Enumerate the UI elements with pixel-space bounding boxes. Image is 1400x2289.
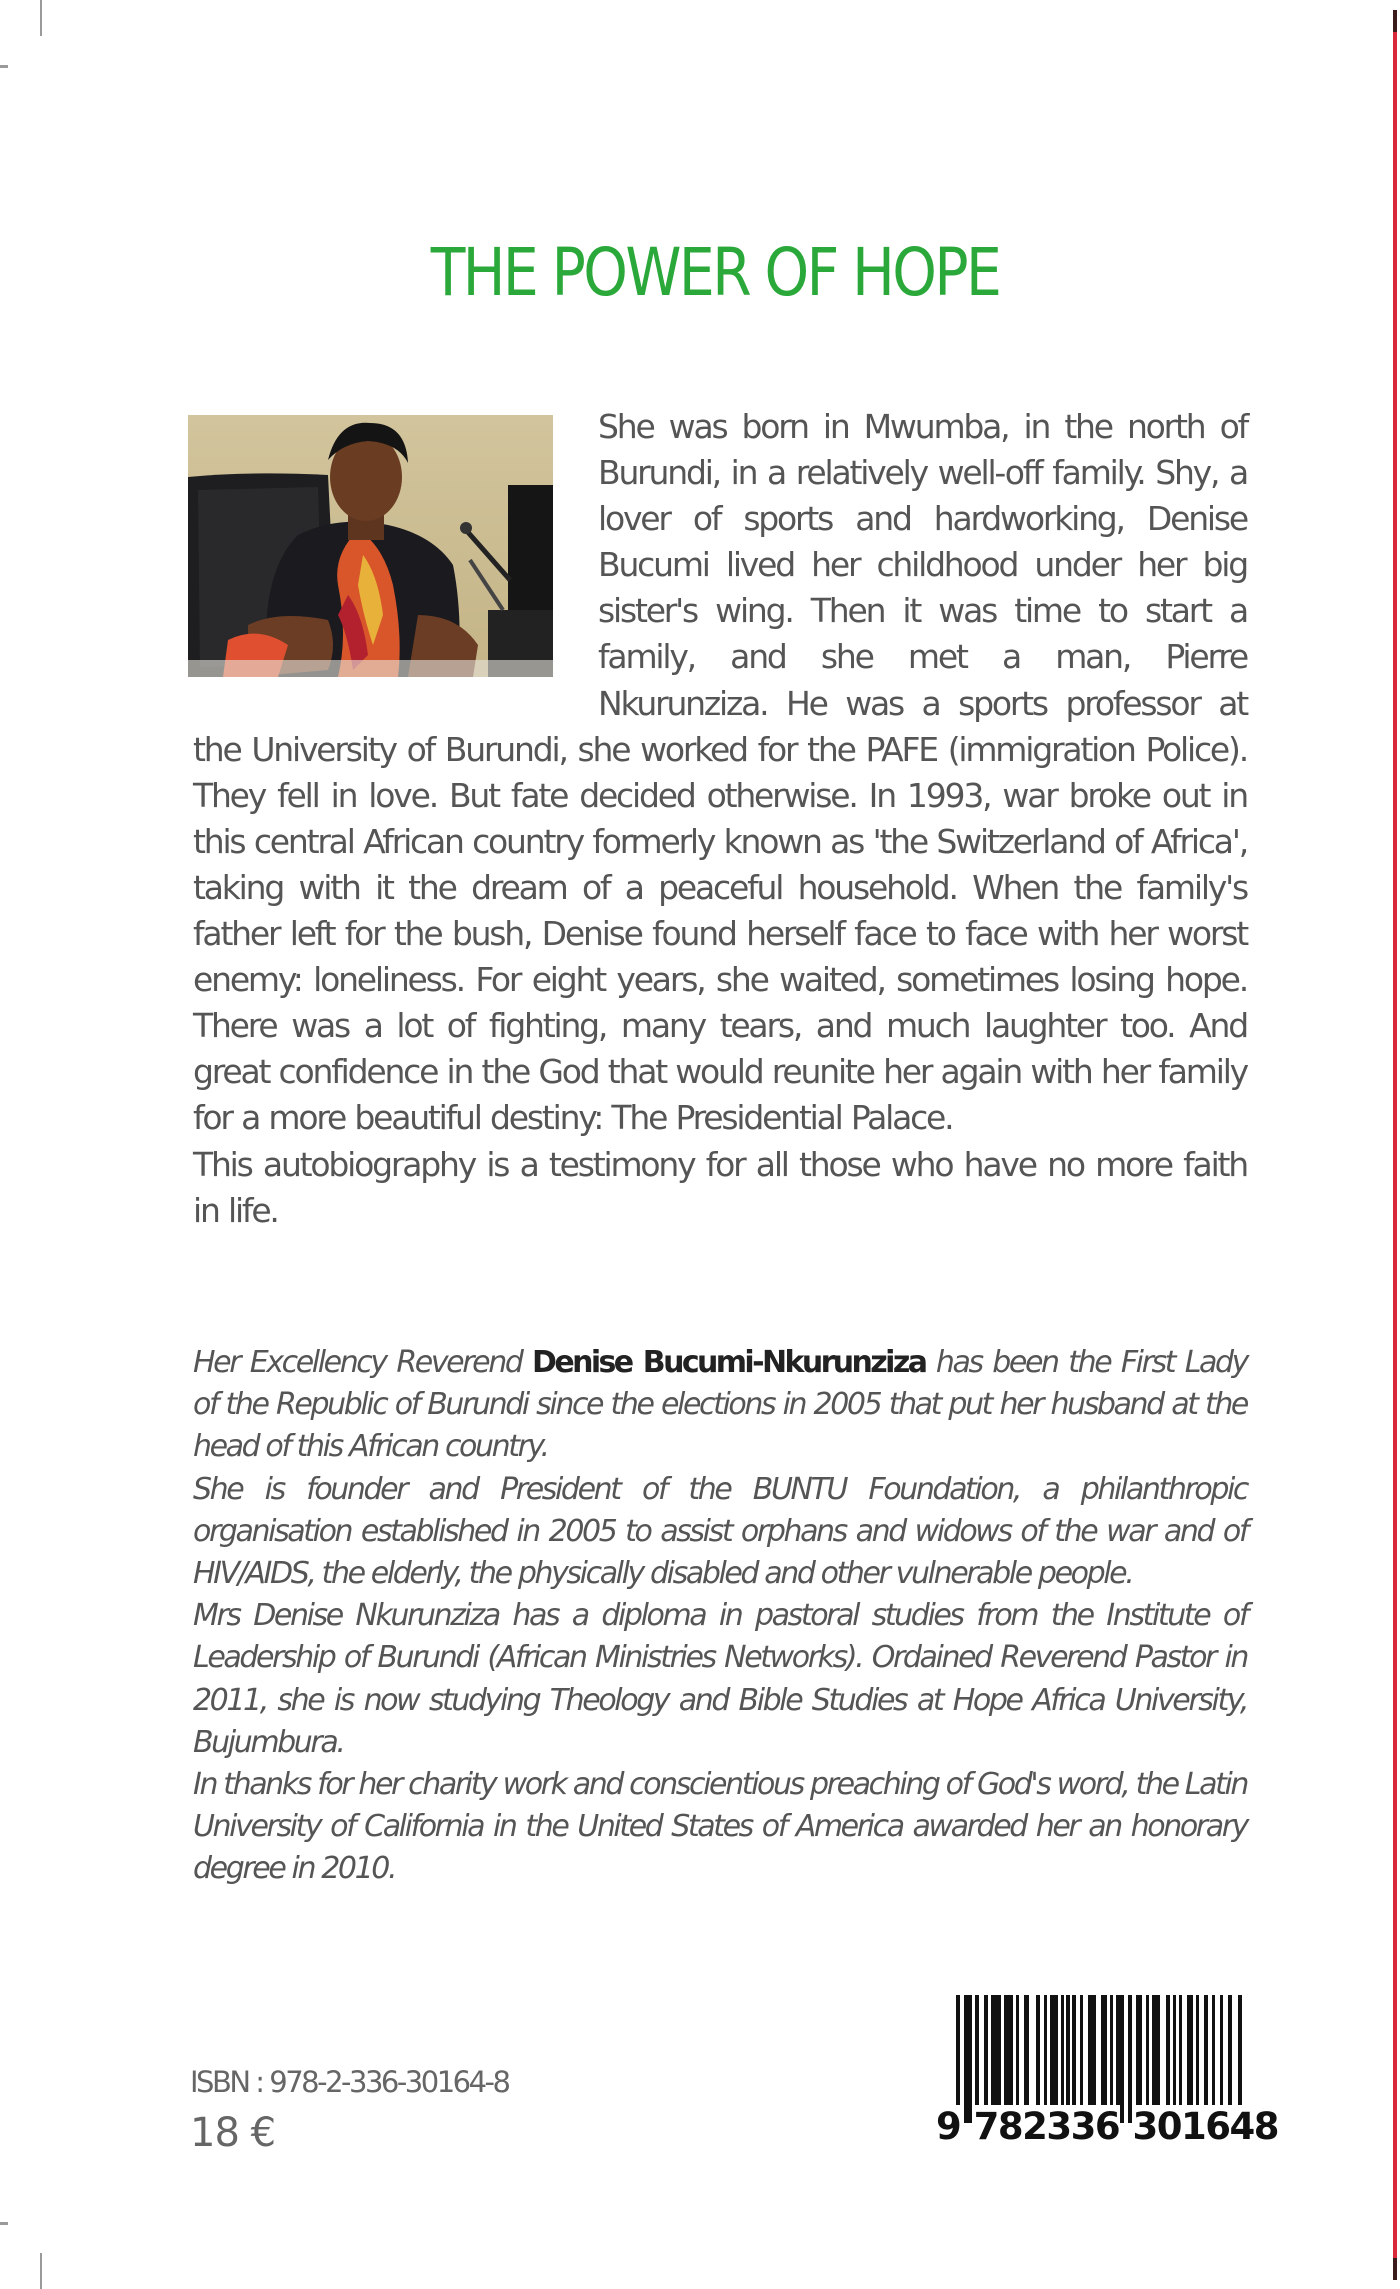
author-name: Denise Bucumi-Nkurunziza bbox=[532, 1345, 926, 1380]
crop-mark-top-left bbox=[40, 0, 42, 36]
spine-edge-line bbox=[1393, 10, 1397, 2280]
bio-paragraph: In thanks for her charity work and conscientious preaching of God's word, the Latin University of California in the United States of America awarded her an honorary degree in 2010. bbox=[193, 1767, 1247, 1887]
bio-paragraph: She is founder and President of the BUNTU Foundation, a philanthropic organisation established in 2005 to assist orphans and widows of the war and of HIV/AIDS, the elderly, the physically disabled and other vulnerable people. bbox=[193, 1471, 1247, 1592]
summary-paragraph: This autobiography is a testimony for all those who have no more faith in life. bbox=[193, 1144, 1247, 1230]
book-summary bbox=[193, 404, 1247, 1234]
bio-intro-text: Her Excellency Reverend bbox=[193, 1345, 533, 1380]
summary-paragraph: She was born in Mwumba, in the north of Burundi, in a relatively well-off family. Shy, a lover of sports and hardworking, Denise Bucumi lived her childhood under her big sister's wing. Then it was time to start a family, and she met a man, Pierre Nkurunziza. He was a sports professor at the University of Burundi, she worked for the PAFE (immigration Police). They fell in love. But fate decided otherwise. In 1993, war broke out in this central African country formerly known as 'the Switzerland of Africa', taking with it the dream of a peaceful household. When the family's father left for the bush, Denise found herself face to face with her worst enemy: loneliness. For eight years, she waited, sometimes losing hope. There was a lot of fighting, many tears, and much laughter too. And great confidence in the God that would reunite her again with her family for a more beautiful destiny: The Presidential Palace. bbox=[193, 407, 1247, 1138]
barcode-number bbox=[935, 2105, 1279, 2148]
book-title: THE POWER OF HOPE bbox=[430, 234, 1000, 312]
photo-wrap-spacer bbox=[193, 404, 598, 726]
barcode-lead-digit: 9 bbox=[936, 2105, 961, 2148]
barcode-group-1: 782336 bbox=[973, 2105, 1120, 2148]
barcode-group-2: 301648 bbox=[1132, 2105, 1278, 2148]
isbn-label: ISBN : 978-2-336-30164-8 bbox=[190, 2065, 509, 2099]
crop-mark-left-bottom bbox=[0, 2222, 8, 2225]
bio-intro-text: has been the First Lady of the Republic of Burundi since the elections in 2005 that put her husband at the head of this African country. bbox=[193, 1345, 1247, 1465]
crop-mark-left-top bbox=[0, 65, 8, 68]
price-label: 18 € bbox=[190, 2110, 276, 2156]
crop-mark-bottom-left bbox=[40, 2253, 42, 2289]
author-bio bbox=[193, 1342, 1247, 1891]
bio-intro bbox=[193, 1342, 1247, 1469]
bio-paragraph: Mrs Denise Nkurunziza has a diploma in pastoral studies from the Institute of Leadership of Burundi (African Ministries Networks). Ordained Reverend Pastor in 2011, she is now studying Theology and Bible Studies at Hope Africa University, Bujumbura. bbox=[193, 1598, 1247, 1760]
